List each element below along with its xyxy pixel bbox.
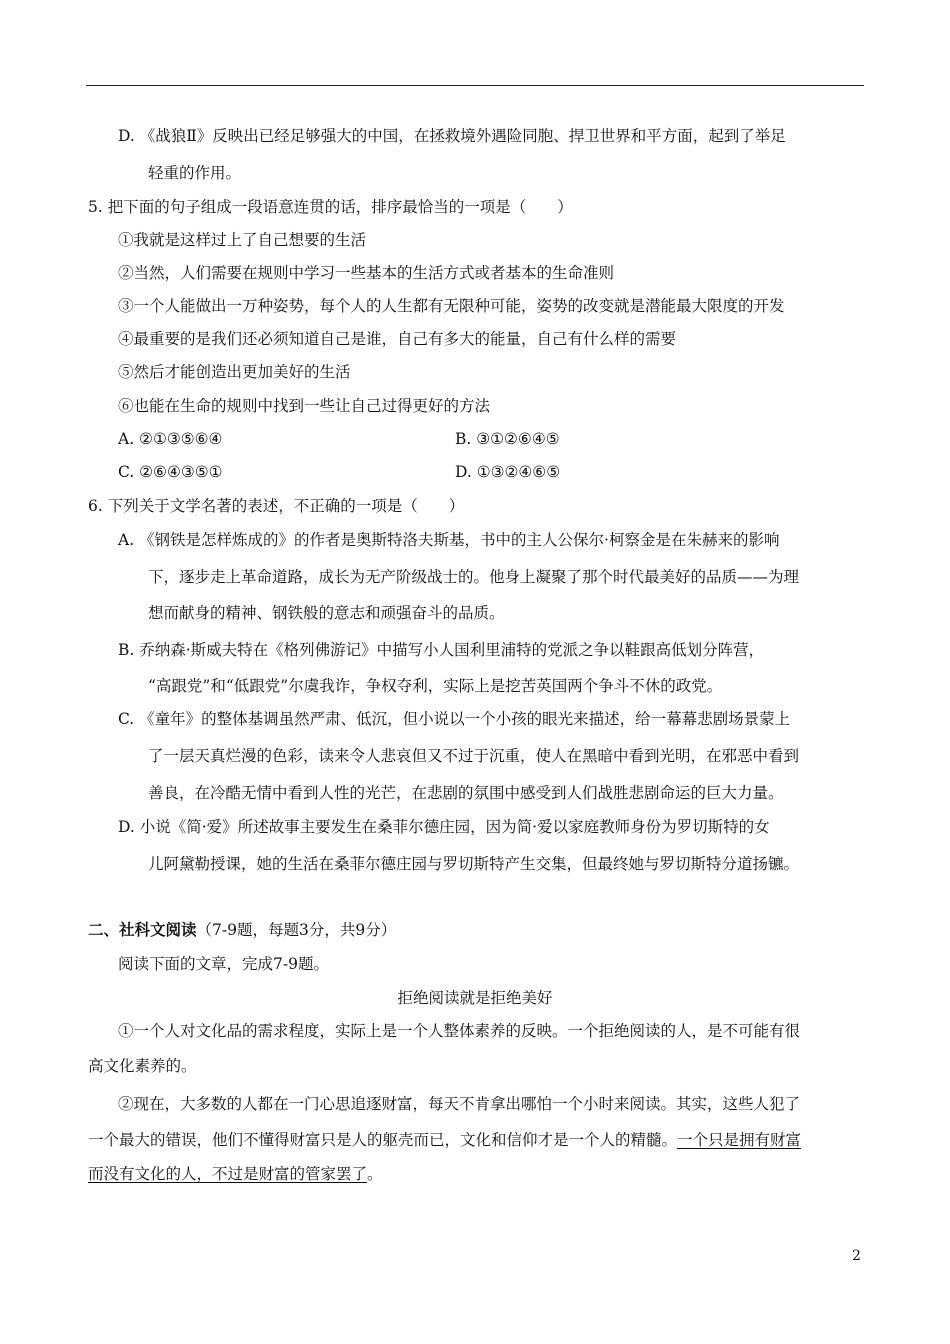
q5-sentence-5: ⑤然后才能创造出更加美好的生活 [118, 363, 351, 381]
q6-option-c-line3: 善良，在冷酷无情中看到人性的光芒，在悲剧的氛围中感受到人们战胜悲剧命运的巨大力量。 [148, 784, 784, 802]
q6-option-d-line2: 儿阿黛勒授课，她的生活在桑菲尔德庄园与罗切斯特产生交集，但最终她与罗切斯特分道扬镳。 [148, 855, 800, 873]
q6-option-a-line3: 想而献身的精神、钢铁般的意志和顽强奋斗的品质。 [148, 604, 505, 622]
paragraph-2-text: 一个最大的错误，他们不懂得财富只是人的躯壳而已，文化和信仰才是一个人的精髓。 [88, 1131, 678, 1149]
q5-sentence-6: ⑥也能在生命的规则中找到一些让自己过得更好的方法 [118, 397, 491, 415]
q5-sentence-3: ③一个人能做出一万种姿势，每个人的人生都有无限种可能，姿势的改变就是潜能最大限度的开发 [118, 297, 785, 315]
paragraph-2-line1: ②现在，大多数的人都在一门心思追逐财富，每天不肯拿出哪怕一个小时来阅读。其实，这些人犯了 [118, 1095, 801, 1113]
q5-option-b: B. ③①②⑥④⑤ [455, 430, 560, 448]
header-rule [86, 85, 864, 86]
paragraph-1-line1: ①一个人对文化品的需求程度，实际上是一个人整体素养的反映。一个拒绝阅读的人，是不可能有很 [118, 1022, 801, 1040]
q5-sentence-4: ④最重要的是我们还必须知道自己是谁，自己有多大的能量，自己有什么样的需要 [118, 330, 677, 348]
q5-option-a: A. ②①③⑤⑥④ [118, 430, 223, 448]
q6-option-b-line2: “高跟党”和“低跟党”尔虞我诈，争权夺利，实际上是挖苦英国两个争斗不休的政党。 [148, 677, 723, 695]
paragraph-2-line2 [88, 1130, 801, 1150]
underlined-sentence-part2: 而没有文化的人，不过是财富的管家罢了 [88, 1165, 368, 1183]
section-2-instruction: 阅读下面的文章，完成7-9题。 [118, 955, 329, 973]
section-2-heading [88, 920, 396, 940]
q5-sentence-2: ②当然，人们需要在规则中学习一些基本的生活方式或者基本的生命准则 [118, 264, 615, 282]
q6-option-a-line2: 下，逐步走上革命道路，成长为无产阶级战士的。他身上凝聚了那个时代最美好的品质——为理 [148, 568, 800, 586]
q4-option-d-line2: 轻重的作用。 [148, 164, 242, 182]
q6-option-a-line1: A. 《钢铁是怎样炼成的》的作者是奥斯特洛夫斯基，书中的主人公保尔·柯察金是在朱赫来的影响 [118, 531, 780, 549]
q4-option-d-line1: D. 《战狼Ⅱ》反映出已经足够强大的中国，在拯救境外遇险同胞、捍卫世界和平方面，起到了举足 [118, 127, 786, 145]
q5-sentence-1: ①我就是这样过上了自己想要的生活 [118, 231, 367, 249]
paragraph-2-line3 [88, 1164, 383, 1184]
q5-stem: 5. 把下面的句子组成一段语意连贯的话，排序最恰当的一项是（ ） [88, 198, 573, 216]
q5-option-d: D. ①③②④⑥⑤ [455, 463, 561, 481]
paragraph-1-line2: 高文化素养的。 [88, 1057, 197, 1075]
q6-option-c-line1: C. 《童年》的整体基调虽然严肃、低沉，但小说以一个小孩的眼光来描述，给一幕幕悲剧场景蒙上 [118, 710, 791, 728]
q6-option-c-line2: 了一层天真烂漫的色彩，读来令人悲哀但又不过于沉重，使人在黑暗中看到光明，在邪恶中看到 [148, 747, 800, 765]
q5-option-c: C. ②⑥④③⑤① [118, 463, 223, 481]
q6-option-b-line1: B. 乔纳森·斯威夫特在《格列佛游记》中描写小人国利里浦特的党派之争以鞋跟高低划分阵营， [118, 641, 765, 659]
q6-stem: 6. 下列关于文学名著的表述，不正确的一项是（ ） [88, 497, 465, 515]
q6-option-d-line1: D. 小说《简·爱》所述故事主要发生在桑菲尔德庄园，因为简·爱以家庭教师身份为罗切斯特的女 [118, 818, 770, 836]
paragraph-2-end: 。 [367, 1165, 383, 1183]
page-number: 2 [852, 1248, 861, 1264]
section-2-title: 二、社科文阅读 [88, 920, 197, 939]
article-title: 拒绝阅读就是拒绝美好 [397, 989, 553, 1007]
section-2-note: （7-9题，每题3分，共9分） [196, 921, 397, 939]
underlined-sentence-part1: 一个只是拥有财富 [677, 1131, 802, 1149]
